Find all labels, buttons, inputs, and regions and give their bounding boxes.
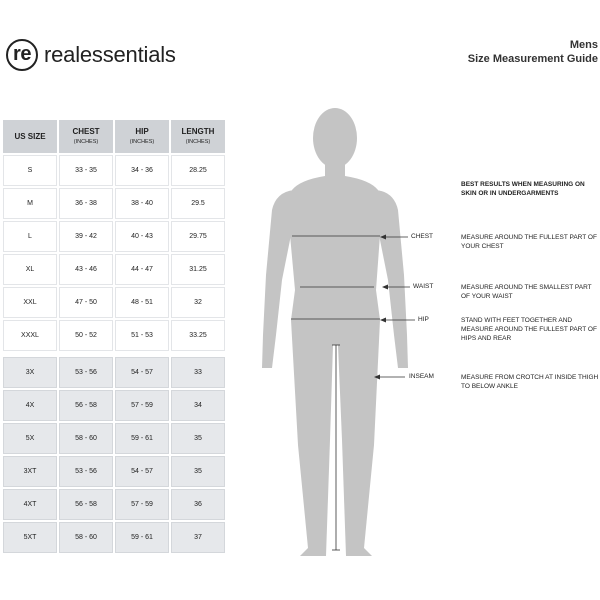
title-line-mens: Mens — [569, 39, 598, 51]
cell-length: 31.25 — [171, 254, 225, 285]
cell-length: 37 — [171, 522, 225, 553]
cell-size: 4XT — [3, 489, 57, 520]
cell-hip: 59 - 61 — [115, 522, 169, 553]
cell-hip: 44 - 47 — [115, 254, 169, 285]
silhouette — [262, 108, 408, 556]
cell-size: XXL — [3, 287, 57, 318]
cell-hip: 59 - 61 — [115, 423, 169, 454]
header-hip: HIP (INCHES) — [115, 120, 169, 153]
cell-size: 3XT — [3, 456, 57, 487]
cell-hip: 48 - 51 — [115, 287, 169, 318]
logo-mark: re — [6, 39, 38, 71]
cell-chest: 58 - 60 — [59, 423, 113, 454]
chest-label: CHEST — [411, 233, 434, 240]
header-length: LENGTH (INCHES) — [171, 120, 225, 153]
cell-length: 29.5 — [171, 188, 225, 219]
cell-chest: 36 - 38 — [59, 188, 113, 219]
cell-length: 29.75 — [171, 221, 225, 252]
cell-length: 36 — [171, 489, 225, 520]
cell-chest: 39 - 42 — [59, 221, 113, 252]
cell-length: 28.25 — [171, 155, 225, 186]
cell-length: 35 — [171, 423, 225, 454]
cell-length: 34 — [171, 390, 225, 421]
cell-size: XXXL — [3, 320, 57, 351]
cell-chest: 58 - 60 — [59, 522, 113, 553]
header-us-size: US SIZE — [3, 120, 57, 153]
header-chest: CHEST (INCHES) — [59, 120, 113, 153]
cell-chest: 43 - 46 — [59, 254, 113, 285]
cell-hip: 57 - 59 — [115, 489, 169, 520]
cell-length: 33.25 — [171, 320, 225, 351]
cell-size: L — [3, 221, 57, 252]
measuring-tip: BEST RESULTS WHEN MEASURING ON SKIN OR IN UNDERGARMENTS — [461, 181, 585, 197]
hip-label: HIP — [418, 316, 429, 323]
cell-size: 5XT — [3, 522, 57, 553]
cell-hip: 54 - 57 — [115, 456, 169, 487]
cell-chest: 56 - 58 — [59, 489, 113, 520]
hip-description: STAND WITH FEET TOGETHER AND MEASURE AROUND THE FULLEST PART OF HIPS AND REAR — [461, 317, 597, 342]
cell-size: XL — [3, 254, 57, 285]
cell-size: S — [3, 155, 57, 186]
cell-chest: 50 - 52 — [59, 320, 113, 351]
cell-size: 4X — [3, 390, 57, 421]
cell-hip: 54 - 57 — [115, 357, 169, 388]
inseam-description: MEASURE FROM CROTCH AT INSIDE THIGH TO BELOW ANKLE — [461, 374, 599, 390]
cell-length: 35 — [171, 456, 225, 487]
waist-description: MEASURE AROUND THE SMALLEST PART OF YOUR WAIST — [461, 284, 592, 300]
cell-hip: 57 - 59 — [115, 390, 169, 421]
title-line-guide: Size Measurement Guide — [467, 53, 598, 65]
cell-chest: 33 - 35 — [59, 155, 113, 186]
cell-chest: 56 - 58 — [59, 390, 113, 421]
waist-label: WAIST — [413, 283, 434, 290]
cell-chest: 53 - 56 — [59, 456, 113, 487]
cell-size: 3X — [3, 357, 57, 388]
cell-hip: 38 - 40 — [115, 188, 169, 219]
cell-size: M — [3, 188, 57, 219]
cell-chest: 47 - 50 — [59, 287, 113, 318]
cell-length: 33 — [171, 357, 225, 388]
inseam-label: INSEAM — [409, 373, 434, 380]
cell-size: 5X — [3, 423, 57, 454]
cell-hip: 40 - 43 — [115, 221, 169, 252]
chest-description: MEASURE AROUND THE FULLEST PART OF YOUR CHEST — [461, 234, 597, 250]
cell-length: 32 — [171, 287, 225, 318]
brand-name: realessentials — [44, 42, 176, 67]
cell-hip: 51 - 53 — [115, 320, 169, 351]
cell-hip: 34 - 36 — [115, 155, 169, 186]
cell-chest: 53 - 56 — [59, 357, 113, 388]
